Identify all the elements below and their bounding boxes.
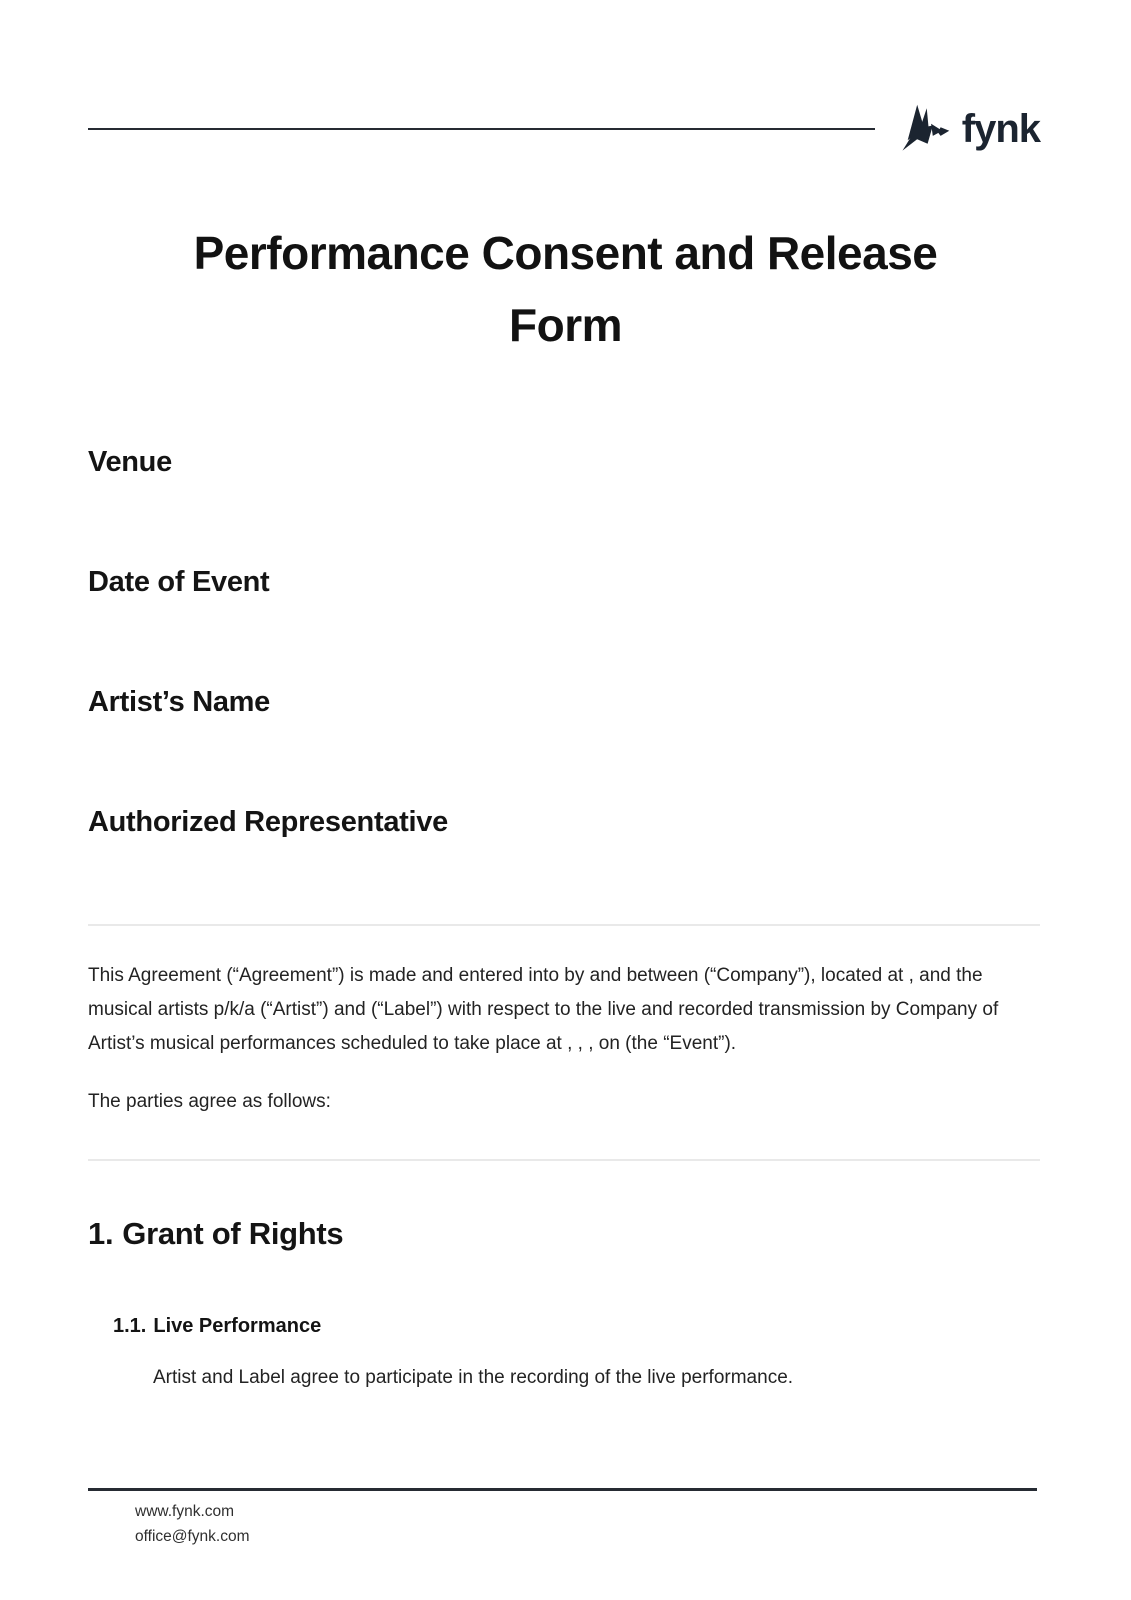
field-labels-block (88, 445, 1040, 839)
field-label-venue: Venue (88, 446, 172, 478)
section-divider (88, 1159, 1040, 1161)
agreement-intro-paragraph: This Agreement (“Agreement”) is made and entered into by and between (“Company”), located at , and the musical artists p/k/a (“Artist”) and (“Label”) with respect to the live and recorded transmission by Company of Artist’s musical performances scheduled to take place at , , , on (the “Event”). (88, 965, 999, 1054)
brand-logo (899, 103, 1040, 155)
section-number: 1. (88, 1216, 114, 1251)
section-grant-of-rights (88, 1216, 1040, 1392)
brand-wordmark: fynk (961, 107, 1040, 151)
subsection-heading (113, 1314, 1040, 1338)
field-label-date-of-event: Date of Event (88, 566, 270, 598)
page-footer (88, 1488, 1037, 1549)
page-header (0, 0, 1131, 155)
origami-crane-icon (899, 103, 951, 155)
section-title: Grant of Rights (122, 1216, 344, 1251)
section-heading (88, 1216, 1040, 1252)
subsection-number: 1.1. (113, 1315, 147, 1337)
parties-agree-line: The parties agree as follows: (88, 1091, 331, 1112)
document-title: Performance Consent and Release Form (193, 227, 938, 351)
footer-email: office@fynk.com (135, 1528, 250, 1545)
footer-website: www.fynk.com (135, 1503, 235, 1520)
subsection-body: Artist and Label agree to participate in the recording of the live performance. (153, 1367, 794, 1388)
subsection-title: Live Performance (153, 1315, 322, 1337)
section-divider (88, 924, 1040, 926)
field-label-artists-name: Artist’s Name (88, 686, 270, 718)
field-label-authorized-representative: Authorized Representative (88, 806, 448, 838)
subsection-live-performance (113, 1314, 1040, 1392)
header-rule (88, 128, 875, 130)
